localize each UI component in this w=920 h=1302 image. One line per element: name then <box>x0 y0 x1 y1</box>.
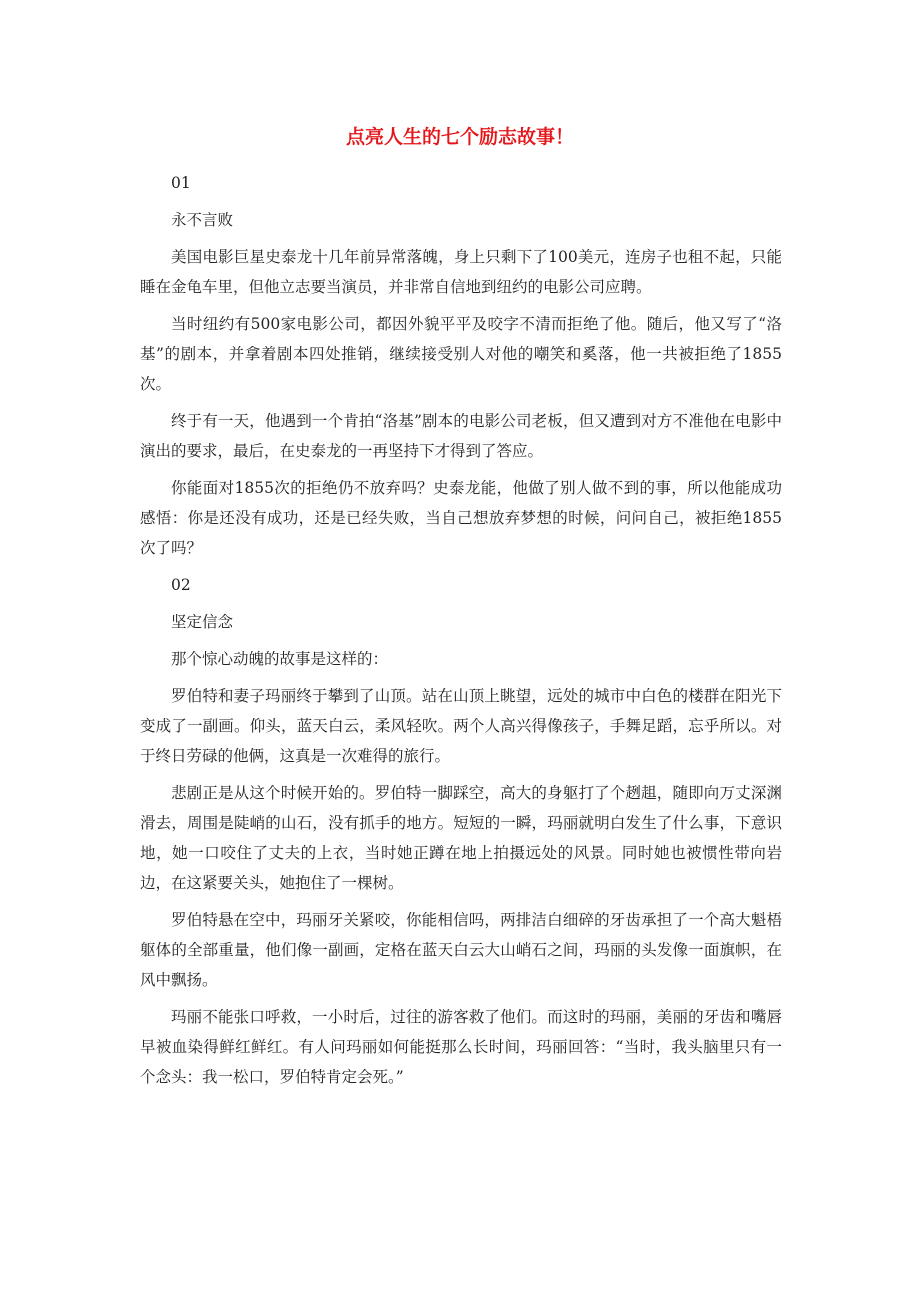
section-number: 01 <box>171 174 191 192</box>
body-paragraph: 终于有一天，他遇到一个肯拍“洛基”剧本的电影公司老板，但又遭到对方不准他在电影中演出的要求，最后，在史泰龙的一再坚持下才得到了答应。 <box>140 412 782 460</box>
body-paragraph: 罗伯特和妻子玛丽终于攀到了山顶。站在山顶上眺望，远处的城市中白色的楼群在阳光下变成了一副画。仰头，蓝天白云，柔风轻吹。两个人高兴得像孩子，手舞足蹈，忘乎所以。对于终日劳碌的他俩，这真是一次难得的旅行。 <box>140 687 782 765</box>
body-paragraph: 玛丽不能张口呼救，一小时后，过往的游客救了他们。而这时的玛丽，美丽的牙齿和嘴唇早被血染得鲜红鲜红。有人问玛丽如何能挺那么长时间，玛丽回答：“当时，我头脑里只有一个念头：我一松口，罗伯特肯定会死。” <box>140 1008 782 1086</box>
body-paragraph: 那个惊心动魄的故事是这样的： <box>171 650 389 668</box>
section-number: 02 <box>171 576 191 594</box>
page-title: 点亮人生的七个励志故事！ <box>345 126 574 148</box>
body-paragraph: 悲剧正是从这个时候开始的。罗伯特一脚踩空，高大的身躯打了个趔趄，随即向万丈深渊滑去，周围是陡峭的山石，没有抓手的地方。短短的一瞬，玛丽就明白发生了什么事，下意识地，她一口咬住了丈夫的上衣，当时她正蹲在地上拍摄远处的风景。同时她也被惯性带向岩边，在这紧要关头，她抱住了一棵树。 <box>140 784 782 892</box>
section-heading: 永不言败 <box>171 211 234 229</box>
body-paragraph: 美国电影巨星史泰龙十几年前异常落魄，身上只剩下了100美元，连房子也租不起，只能睡在金龟车里，但他立志要当演员，并非常自信地到纽约的电影公司应聘。 <box>140 248 782 296</box>
section-heading: 坚定信念 <box>171 613 234 631</box>
body-paragraph: 你能面对1855次的拒绝仍不放弃吗？史泰龙能，他做了别人做不到的事，所以他能成功感悟：你是还没有成功，还是已经失败，当自己想放弃梦想的时候，问问自己，被拒绝1855次了吗？ <box>140 479 782 557</box>
body-paragraph: 罗伯特悬在空中，玛丽牙关紧咬，你能相信吗，两排洁白细碎的牙齿承担了一个高大魁梧躯体的全部重量，他们像一副画，定格在蓝天白云大山峭石之间，玛丽的头发像一面旗帜，在风中飘扬。 <box>140 911 782 989</box>
document-body <box>140 168 782 1099</box>
body-paragraph: 当时纽约有500家电影公司，都因外貌平平及咬字不清而拒绝了他。随后，他又写了“洛基”的剧本，并拿着剧本四处推销，继续接受别人对他的嘲笑和奚落，他一共被拒绝了1855次。 <box>140 315 782 393</box>
